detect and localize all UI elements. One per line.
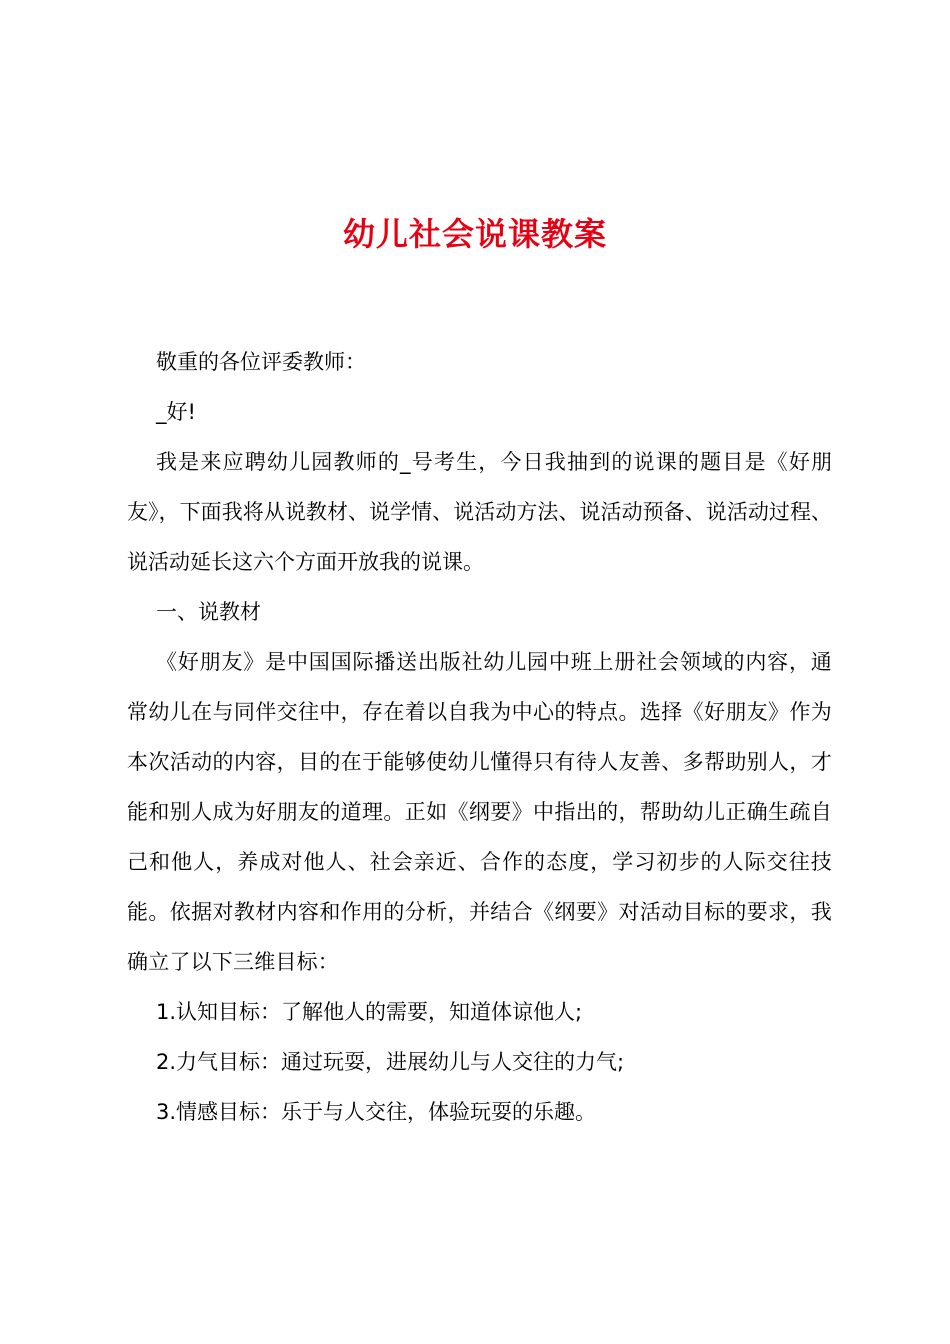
goal-item-emotional: 3.情感目标：乐于与人交往，体验玩耍的乐趣。 [156, 1100, 597, 1124]
section-heading-teaching-material: 一、说教材 [156, 600, 261, 624]
paragraph-teaching-material: 《好朋友》是中国国际播送出版社幼儿园中班上册社会领域的内容，通常幼儿在与同伴交往中，存在着以自我为中心的特点。选择《好朋友》作为本次活动的内容，目的在于能够使幼儿懂得只有待人友善、多帮助别人，才能和别人成为好朋友的道理。正如《纲要》中指出的，帮助幼儿正确生疏自己和他人，养成对他人、社会亲近、合作的态度，学习初步的人际交往技能。依据对教材内容和作用的分析，并结合《纲要》对活动目标的要求，我确立了以下三维目标： [127, 650, 832, 974]
paragraph-greeting: _好! [156, 400, 196, 424]
goal-item-ability: 2.力气目标：通过玩耍，进展幼儿与人交往的力气; [156, 1050, 625, 1074]
document-body [127, 337, 832, 1137]
goal-item-cognitive: 1.认知目标：了解他人的需要，知道体谅他人; [156, 1000, 583, 1024]
paragraph-salutation: 敬重的各位评委教师： [156, 350, 366, 374]
document-title: 幼儿社会说课教案 [342, 215, 607, 253]
paragraph-introduction: 我是来应聘幼儿园教师的_号考生，今日我抽到的说课的题目是《好朋友》，下面我将从说教材、说学情、说活动方法、说活动预备、说活动过程、说活动延长这六个方面开放我的说课。 [127, 450, 832, 574]
